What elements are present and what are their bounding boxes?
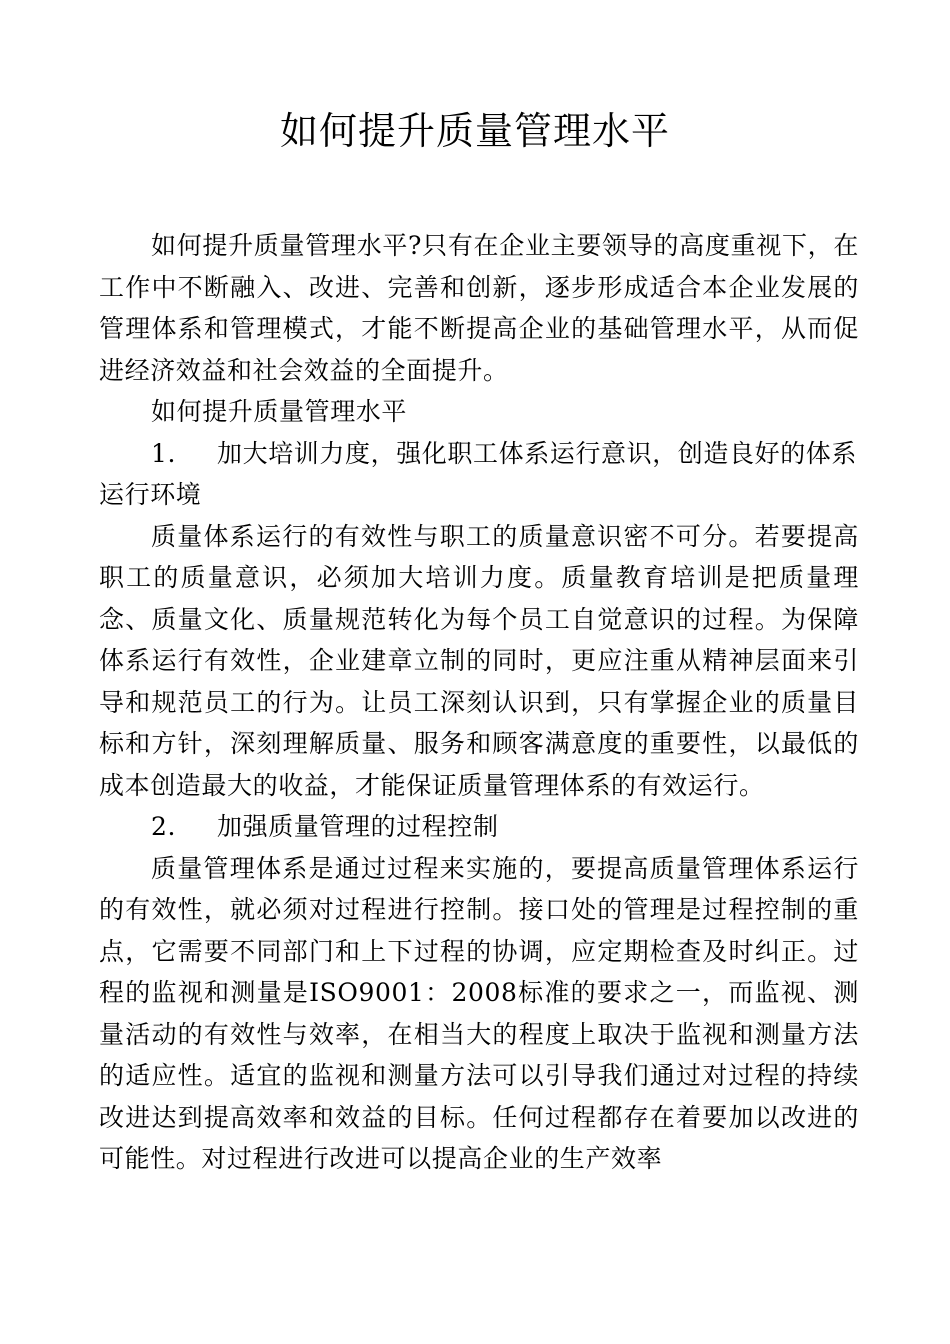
section-2-heading (99, 806, 859, 848)
section-1-body: 质量体系运行的有效性与职工的质量意识密不可分。若要提高职工的质量意识，必须加大培训力度。质量教育培训是把质量理念、质量文化、质量规范转化为每个员工自觉意识的过程。为保障体系运行有效性，企业建章立制的同时，更应注重从精神层面来引导和规范员工的行为。让员工深刻认识到，只有掌握企业的质量目标和方针，深刻理解质量、服务和顾客满意度的重要性，以最低的成本创造最大的收益，才能保证质量管理体系的有效运行。 (99, 521, 859, 800)
document-title: 如何提升质量管理水平 (279, 109, 670, 153)
section-2-heading-text: 加强质量管理的过程控制 (217, 812, 499, 841)
section-1-number: 1. (151, 438, 177, 468)
section-2-body: 质量管理体系是通过过程来实施的，要提高质量管理体系运行的有效性，就必须对过程进行控制。接口处的管理是过程控制的重点，它需要不同部门和上下过程的协调，应定期检查及时纠正。过程的监视和测量是ISO9001：2008标准的要求之一，而监视、测量活动的有效性与效率，在相当大的程度上取决于监视和测量方法的适应性。适宜的监视和测量方法可以引导我们通过对过程的持续改进达到提高效率和效益的目标。任何过程都存在着要加以改进的可能性。对过程进行改进可以提高企业的生产效率 (99, 853, 859, 1173)
section-1-heading (99, 433, 859, 516)
intro-paragraph: 如何提升质量管理水平?只有在企业主要领导的高度重视下，在工作中不断融入、改进、完善和创新，逐步形成适合本企业发展的管理体系和管理模式，才能不断提高企业的基础管理水平，从而促进经济效益和社会效益的全面提升。 (99, 231, 859, 385)
subheading: 如何提升质量管理水平 (151, 397, 408, 426)
section-2-number: 2. (151, 812, 177, 841)
document-body (99, 225, 859, 1180)
section-1-heading-text: 加大培训力度，强化职工体系运行意识，创造良好的体系运行环境 (99, 438, 858, 509)
